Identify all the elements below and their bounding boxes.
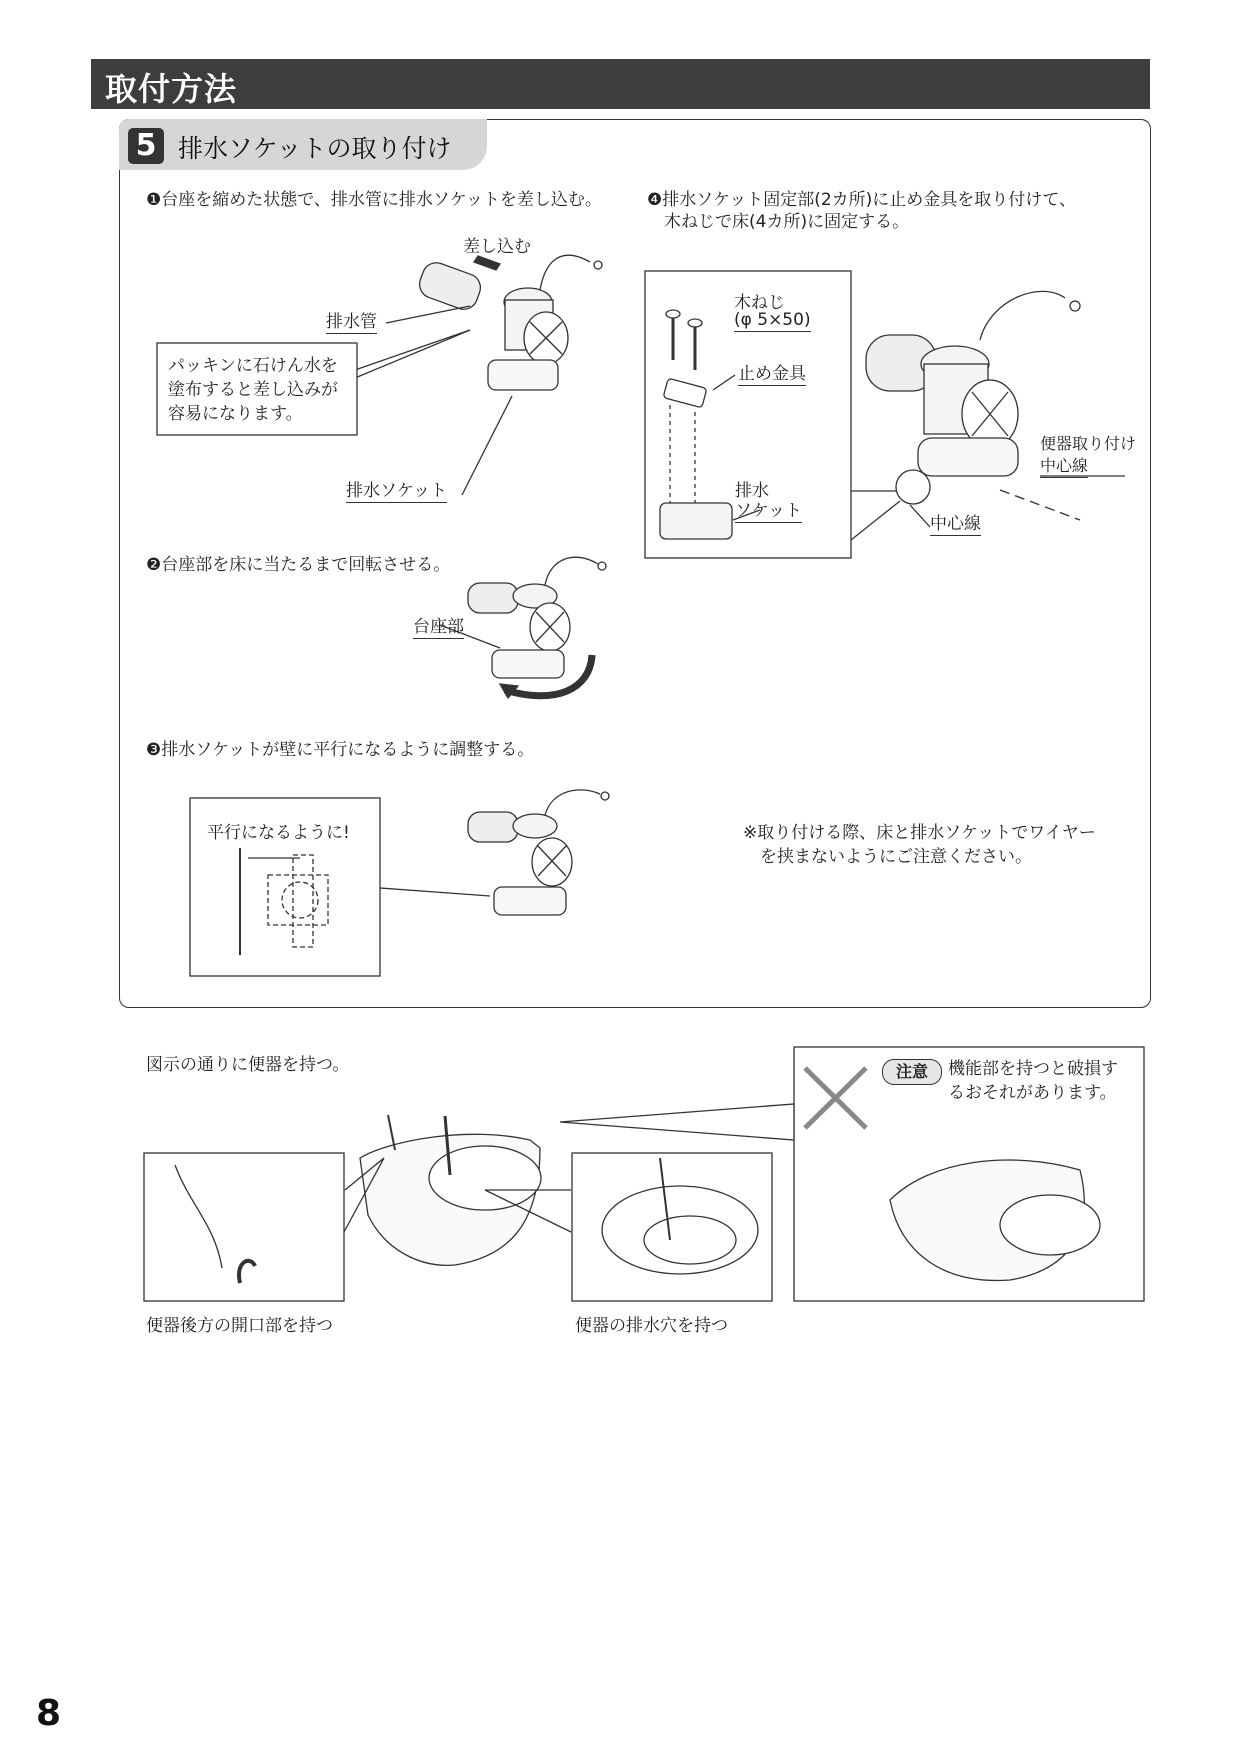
- label-wood-screw: 木ねじ: [734, 293, 785, 313]
- label-drain-socket-a: 排水: [735, 481, 769, 501]
- socket-illustration-1: [416, 255, 602, 390]
- label-wood-screw-size: (φ 5×50): [734, 310, 811, 330]
- label-drain-socket: 排水ソケット: [346, 476, 447, 503]
- page-number: 8: [36, 1693, 62, 1734]
- label-drain-socket-b: ソケット: [735, 496, 802, 523]
- section-title: 取付方法: [105, 70, 238, 108]
- instruction-step4-line1: ❹排水ソケット固定部(2カ所)に止め金具を取り付けて、: [647, 190, 1076, 210]
- caution-line2: るおそれがあります。: [948, 1083, 1117, 1103]
- label-parallel: 平行になるように!: [207, 823, 350, 843]
- instruction-step4-line2: 木ねじで床(4カ所)に固定する。: [664, 212, 910, 232]
- label-toilet-center-line1: 便器取り付け: [1040, 434, 1137, 453]
- label-base-part: 台座部: [413, 612, 464, 639]
- caution-badge: 注意: [882, 1059, 942, 1085]
- label-drain-pipe: 排水管: [326, 307, 377, 334]
- warning-line1: ※取り付ける際、床と排水ソケットでワイヤー: [743, 823, 1096, 843]
- holding-intro: 図示の通りに便器を持つ。: [146, 1055, 350, 1075]
- rear-caption: 便器後方の開口部を持つ: [146, 1316, 333, 1336]
- instruction-step2: ❷台座部を床に当たるまで回転させる。: [146, 555, 451, 575]
- caution-line1: 機能部を持つと破損す: [948, 1059, 1118, 1079]
- label-insert: 差し込む: [463, 237, 531, 257]
- instruction-step1: ❶台座を縮めた状態で、排水管に排水ソケットを差し込む。: [146, 190, 602, 210]
- drain-caption: 便器の排水穴を持つ: [575, 1316, 728, 1336]
- label-toilet-center-line2: 中心線: [1040, 453, 1088, 478]
- instruction-step3: ❸排水ソケットが壁に平行になるように調整する。: [146, 740, 535, 760]
- socket-illustration-2: [468, 557, 606, 698]
- label-center-line: 中心線: [930, 509, 981, 536]
- packing-note-line2: 塗布すると差し込みが: [168, 380, 338, 400]
- packing-note-line3: 容易になります。: [168, 404, 303, 424]
- label-stopper: 止め金具: [738, 359, 806, 386]
- step-number: 5: [128, 128, 164, 164]
- packing-note-line1: パッキンに石けん水を: [168, 356, 338, 376]
- warning-line2: を挟まないようにご注意ください。: [760, 847, 1032, 867]
- step-title: 排水ソケットの取り付け: [178, 134, 452, 163]
